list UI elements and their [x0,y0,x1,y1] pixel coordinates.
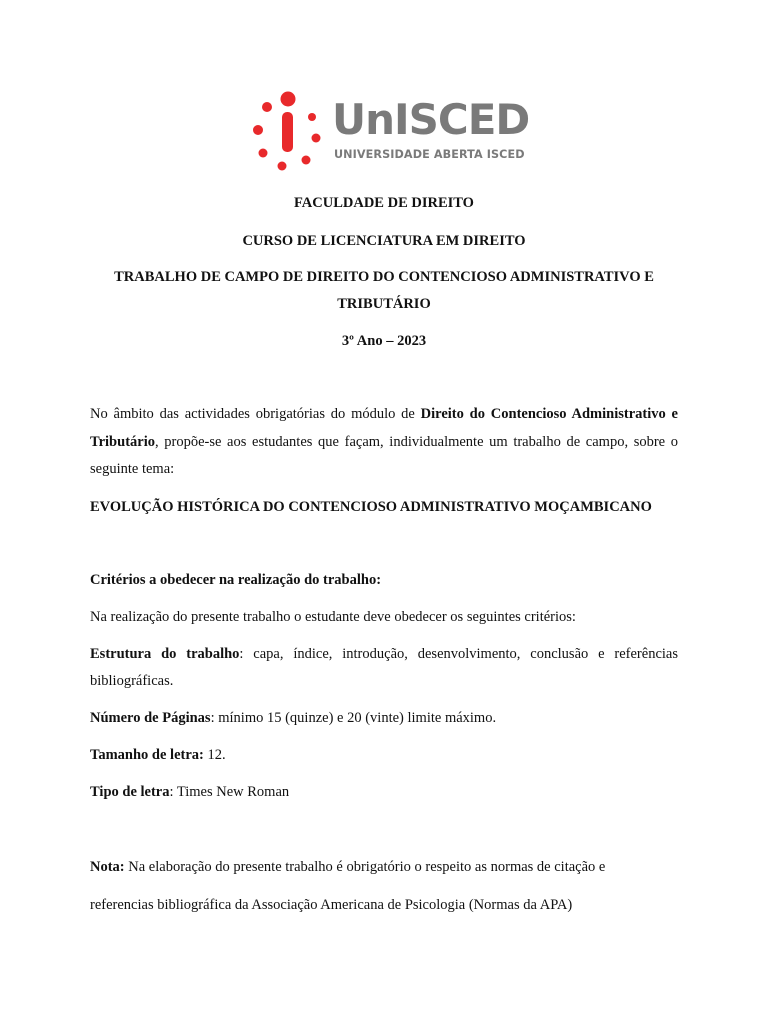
logo-subtitle-text: UNIVERSIDADE ABERTA ISCED [334,148,525,161]
note-label: Nota: [90,859,125,875]
structure-label: Estrutura do trabalho [90,646,240,662]
font-type-label: Tipo de letra [90,784,170,800]
course-heading: CURSO DE LICENCIATURA EM DIREITO [242,233,526,249]
theme-title: EVOLUÇÃO HISTÓRICA DO CONTENCIOSO ADMINISTRATIVO MOÇAMBICANO [90,499,652,515]
note-text: Na elaboração do presente trabalho é obrigatório o respeito as normas de citação e [124,859,606,875]
note-line-2: referencias bibliográfica da Associação Americana de Psicologia (Normas da APA) [90,897,573,913]
criteria-intro: Na realização do presente trabalho o estudante deve obedecer os seguintes critérios: [90,609,576,625]
font-size-line [90,746,678,764]
year-heading: 3º Ano – 2023 [341,333,427,349]
intro-line-3: seguinte tema: [90,461,175,477]
module-name-bold: Direito do Contencioso Administrativo e [420,406,678,422]
title-line-2: TRIBUTÁRIO [337,296,431,312]
logo-brand-text: UnISCED [332,95,530,144]
criteria-heading: Critérios a obedecer na realização do trabalho: [90,572,382,588]
pages-text: : mínimo 15 (quinze) e 20 (vinte) limite máximo. [210,710,497,726]
faculty-heading: FACULDADE DE DIREITO [294,195,474,211]
structure-line-2: bibliográficas. [90,673,174,689]
title-line-1: TRABALHO DE CAMPO DE DIREITO DO CONTENCIOSO ADMINISTRATIVO E [114,269,654,285]
font-size-label: Tamanho de letra: [90,747,204,763]
font-size-text: 12. [203,747,226,763]
pages-label: Número de Páginas [90,710,211,726]
intro-line-1 [90,405,678,423]
font-type-line [90,783,678,801]
intro-text-cont: , propõe-se aos estudantes que façam, individualmente um trabalho de campo, sobre o [154,434,678,450]
pages-line [90,709,678,727]
module-name-bold-cont: Tributário [90,434,155,450]
university-logo [246,90,530,178]
structure-text: : capa, índice, introdução, desenvolvimento, conclusão e referências [239,646,678,662]
structure-line-1 [90,645,678,663]
intro-line-2 [90,433,678,451]
intro-text: No âmbito das actividades obrigatórias do módulo de [90,406,421,422]
logo-mark-icon [246,90,330,178]
note-line-1 [90,858,678,876]
font-type-text: : Times New Roman [169,784,290,800]
